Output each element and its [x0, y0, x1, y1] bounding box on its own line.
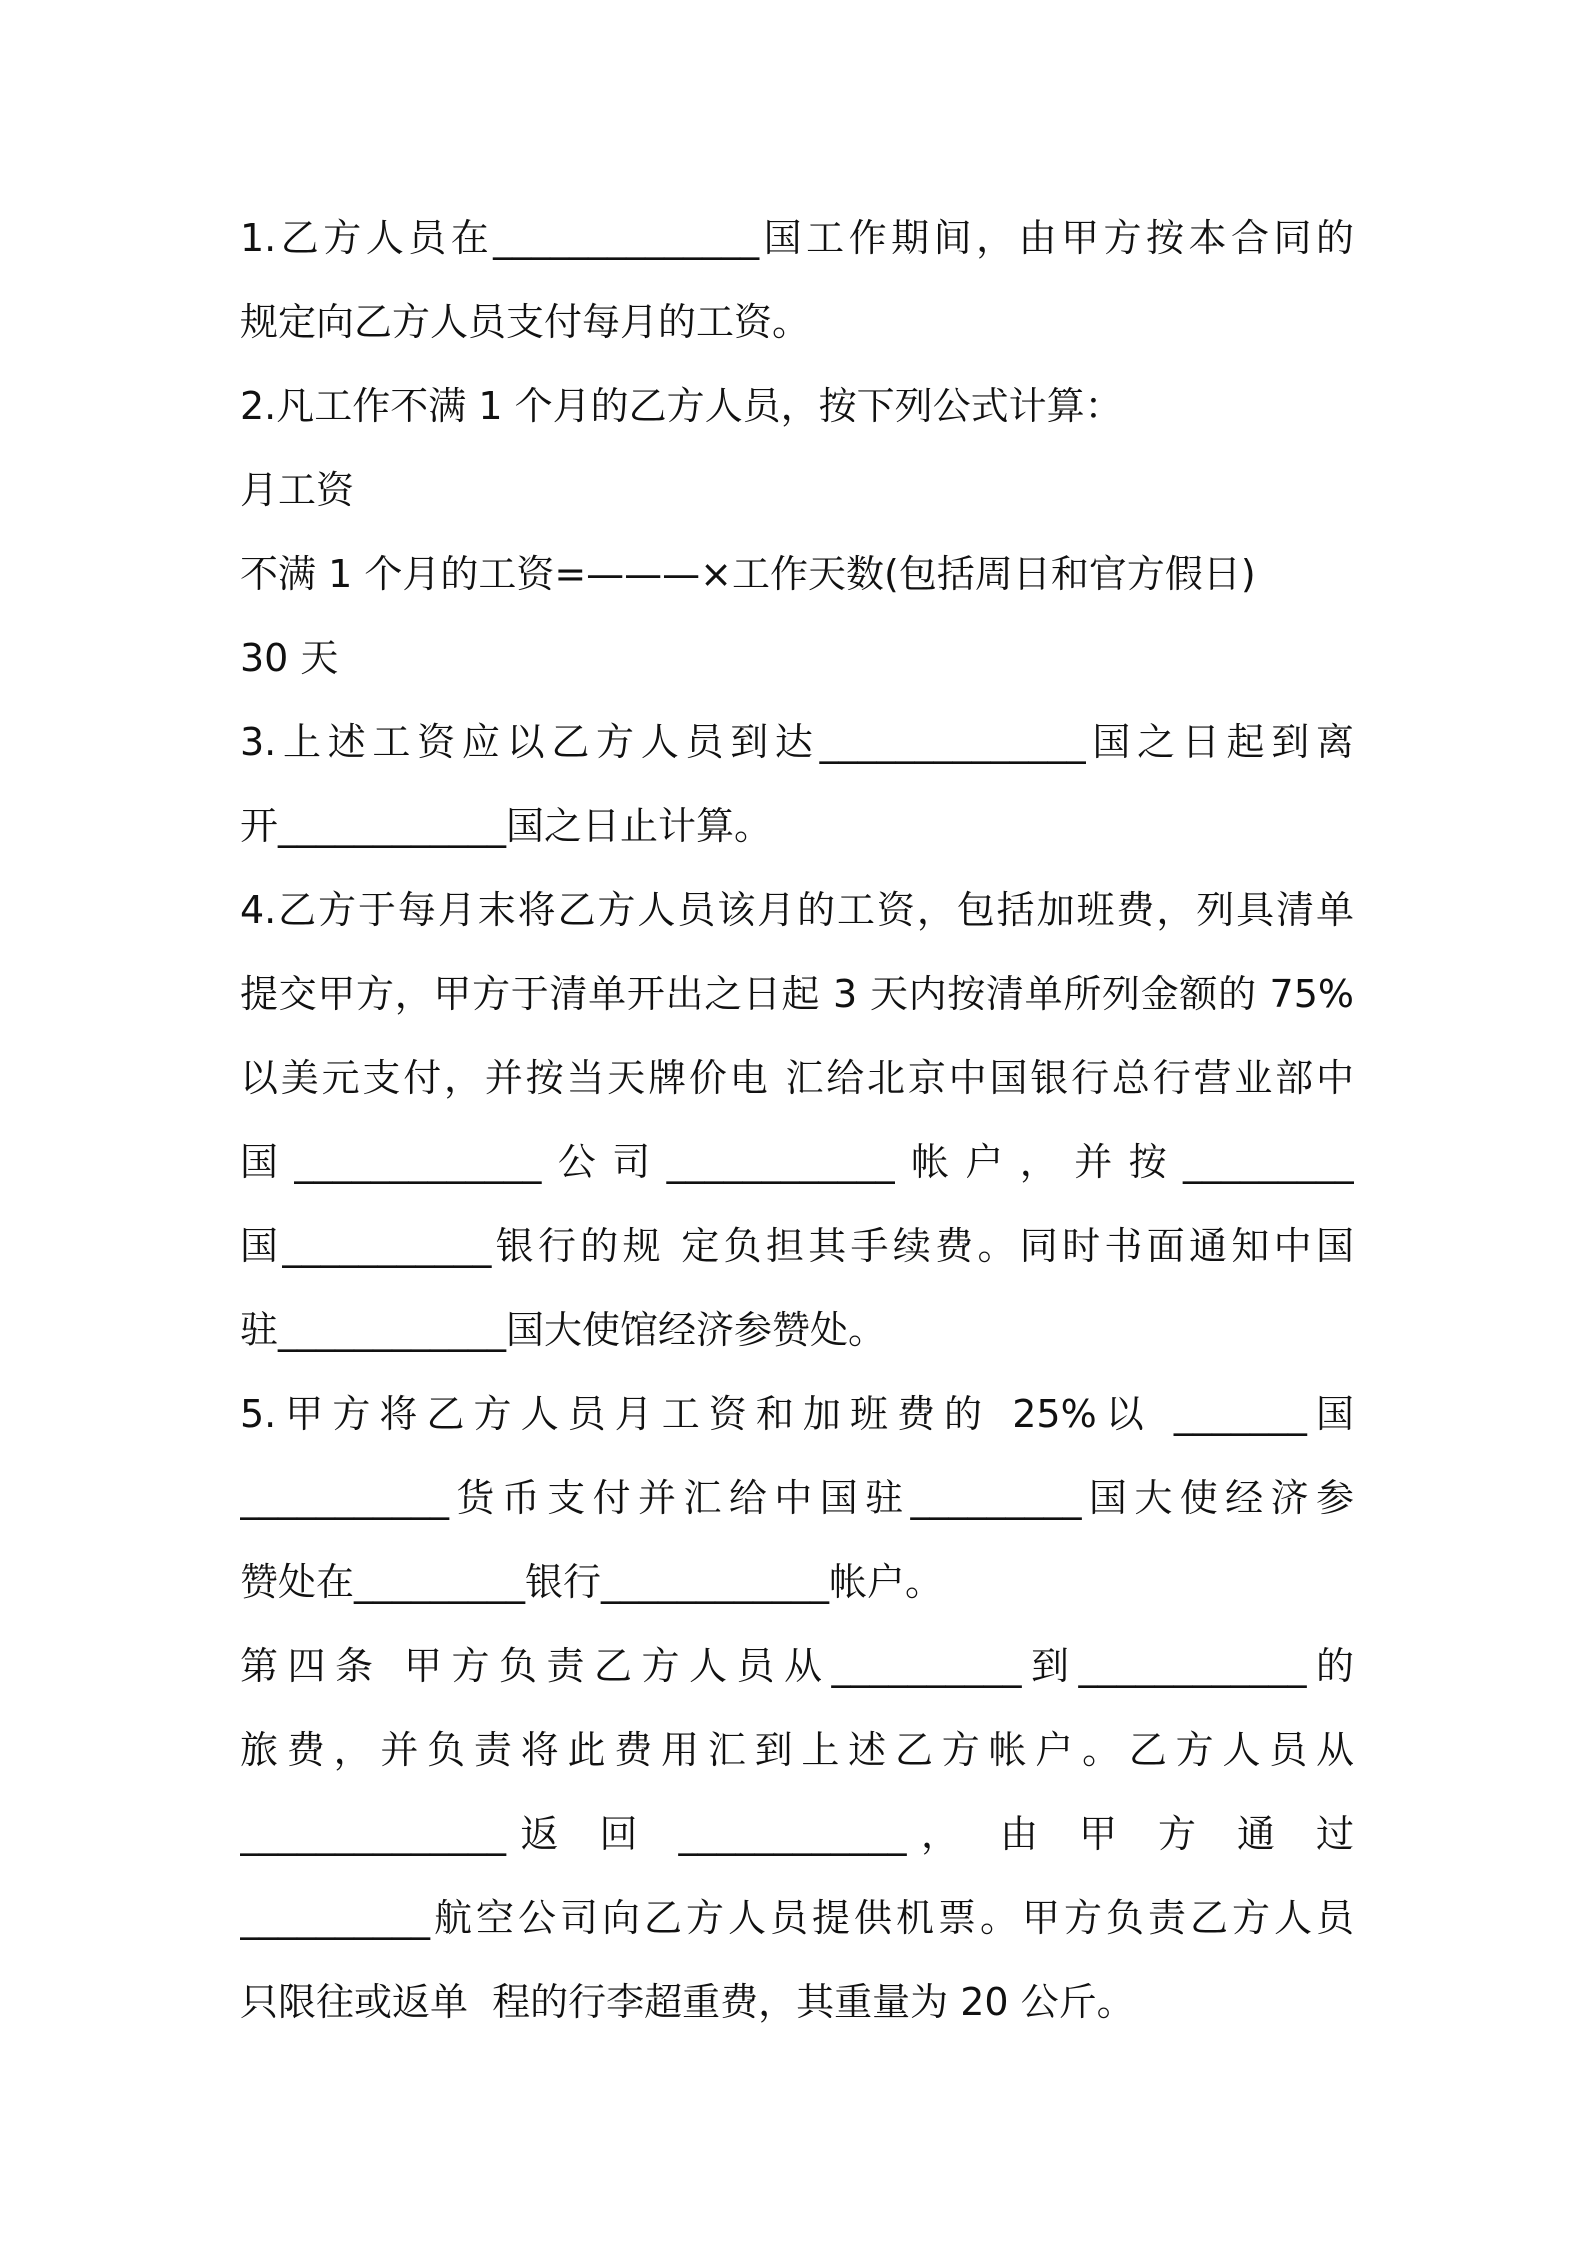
text-line: 月工资 — [240, 468, 355, 512]
text-line: 规定向乙方人员支付每月的工资。 — [240, 300, 811, 344]
text-line: 以美元支付，并按当天牌价电 汇给北京中国银行总行营业部中 — [240, 1056, 1354, 1100]
text-line: 30 天 — [240, 636, 339, 680]
text-line: 国_____________公司____________帐户，并按_________ — [240, 1140, 1354, 1184]
text-line: ___________货币支付并汇给中国驻_________国大使经济参 — [240, 1476, 1354, 1520]
text-line: ______________返 回 ____________， 由 甲 方 通 过 — [240, 1812, 1354, 1856]
text-line: 国___________银行的规 定负担其手续费。同时书面通知中国 — [240, 1224, 1354, 1268]
text-line: 2.凡工作不满 1 个月的乙方人员，按下列公式计算： — [240, 384, 1123, 428]
text-line: 4.乙方于每月末将乙方人员该月的工资，包括加班费，列具清单 — [240, 888, 1354, 932]
text-line: 提交甲方，甲方于清单开出之日起 3 天内按清单所列金额的 75% — [240, 972, 1354, 1016]
contract-body — [240, 196, 1354, 2044]
text-line: 开____________国之日止计算。 — [240, 804, 773, 848]
text-line: 3.上述工资应以乙方人员到达______________国之日起到离 — [240, 720, 1354, 764]
formula-line: 不满 1 个月的工资=———×工作天数(包括周日和官方假日) — [240, 552, 1256, 596]
text-line: 只限往或返单 程的行李超重费，其重量为 20 公斤。 — [240, 1980, 1135, 2024]
text-line: 驻____________国大使馆经济参赞处。 — [240, 1308, 887, 1352]
text-line: 1.乙方人员在______________国工作期间，由甲方按本合同的 — [240, 216, 1354, 260]
text-line: 赞处在_________银行____________帐户。 — [240, 1560, 944, 1604]
text-line: 旅费，并负责将此费用汇到上述乙方帐户。乙方人员从 — [240, 1728, 1354, 1772]
text-line: 第四条 甲方负责乙方人员从__________到____________的 — [240, 1644, 1354, 1688]
text-line: 5.甲方将乙方人员月工资和加班费的 25%以 _______国 — [240, 1392, 1354, 1436]
text-line: __________航空公司向乙方人员提供机票。甲方负责乙方人员 — [240, 1896, 1354, 1940]
